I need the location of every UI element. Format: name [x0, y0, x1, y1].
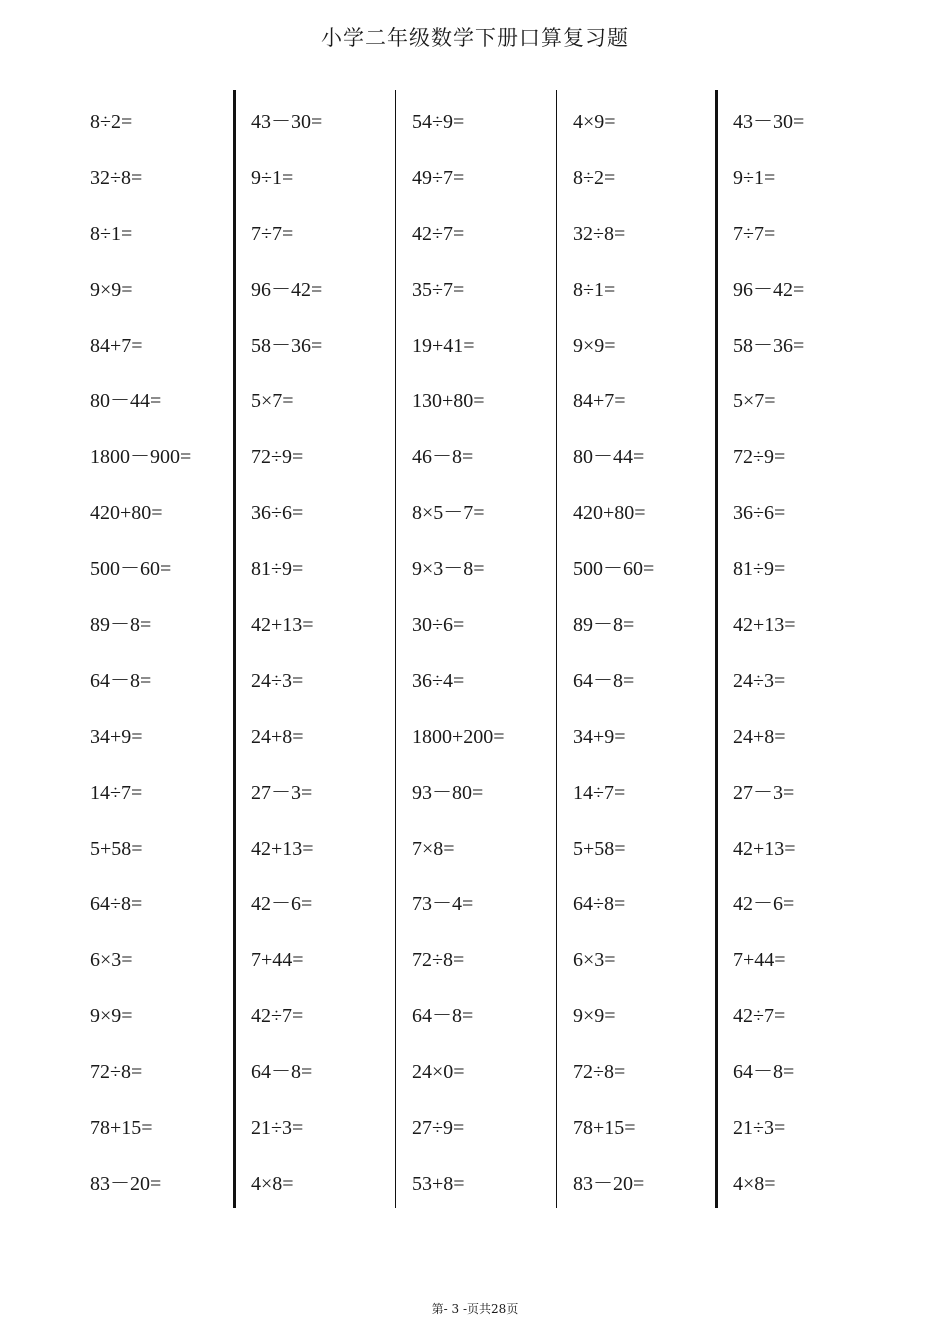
arithmetic-problem: 1800+200= [412, 725, 505, 748]
arithmetic-problem: 64÷8= [573, 893, 626, 916]
arithmetic-problem: 78+15= [90, 1117, 153, 1140]
problem-column [733, 95, 893, 1213]
arithmetic-problem: 1800－900= [90, 446, 192, 469]
arithmetic-problem: 42÷7= [733, 1005, 786, 1028]
arithmetic-problem: 54÷9= [412, 111, 465, 133]
arithmetic-problem: 27－3= [733, 781, 795, 804]
arithmetic-problem: 42+13= [733, 837, 796, 860]
arithmetic-problem: 64－8= [573, 669, 635, 692]
problem-column [412, 95, 572, 1213]
arithmetic-problem: 80－44= [90, 390, 162, 413]
arithmetic-problem: 83－20= [90, 1172, 162, 1195]
arithmetic-problem: 81÷9= [733, 558, 786, 581]
arithmetic-problem: 9×9= [90, 278, 133, 301]
arithmetic-problem: 96－42= [251, 278, 323, 301]
arithmetic-problem: 9÷1= [251, 166, 294, 189]
arithmetic-problem: 93－80= [412, 781, 484, 804]
arithmetic-problem: 24+8= [251, 725, 304, 748]
arithmetic-problem: 24÷3= [251, 669, 304, 692]
arithmetic-problem: 80－44= [573, 446, 645, 469]
arithmetic-problem: 36÷6= [251, 502, 304, 525]
arithmetic-problem: 24×0= [412, 1061, 465, 1084]
problem-column [573, 95, 733, 1213]
arithmetic-problem: 8÷2= [573, 166, 616, 189]
arithmetic-problem: 6×3= [90, 949, 133, 972]
arithmetic-problem: 64－8= [412, 1005, 474, 1028]
arithmetic-problem: 9×9= [573, 334, 616, 357]
arithmetic-problem: 7×8= [412, 837, 455, 860]
arithmetic-problem: 9×9= [573, 1005, 616, 1028]
arithmetic-problem: 42－6= [251, 893, 313, 916]
arithmetic-problem: 420+80= [573, 502, 646, 525]
arithmetic-problem: 420+80= [90, 502, 163, 525]
arithmetic-problem: 89－8= [573, 614, 635, 637]
arithmetic-problem: 42－6= [733, 893, 795, 916]
arithmetic-problem: 9×9= [90, 1005, 133, 1028]
arithmetic-problem: 73－4= [412, 893, 474, 916]
arithmetic-problem: 58－36= [251, 334, 323, 357]
arithmetic-problem: 81÷9= [251, 558, 304, 581]
arithmetic-problem: 8÷2= [90, 111, 133, 133]
arithmetic-problem: 6×3= [573, 949, 616, 972]
arithmetic-problem: 8×5－7= [412, 502, 485, 525]
arithmetic-problem: 96－42= [733, 278, 805, 301]
arithmetic-problem: 84+7= [573, 390, 626, 413]
page-footer: 第- 3 -页共28页 [431, 1302, 519, 1316]
arithmetic-problem: 27÷9= [412, 1117, 465, 1140]
arithmetic-problem: 7÷7= [251, 222, 294, 245]
problem-column [90, 95, 250, 1213]
arithmetic-problem: 8÷1= [573, 278, 616, 301]
arithmetic-problem: 5+58= [90, 837, 143, 860]
arithmetic-problem: 14÷7= [90, 781, 143, 804]
arithmetic-problem: 7+44= [733, 949, 786, 972]
problem-column [251, 95, 411, 1213]
arithmetic-problem: 4×8= [733, 1172, 776, 1195]
arithmetic-problem: 130+80= [412, 390, 485, 413]
arithmetic-problem: 36÷6= [733, 502, 786, 525]
arithmetic-problem: 64－8= [90, 669, 152, 692]
arithmetic-problem: 32÷8= [90, 166, 143, 189]
arithmetic-problem: 58－36= [733, 334, 805, 357]
arithmetic-problem: 7÷7= [733, 222, 776, 245]
arithmetic-problem: 21÷3= [251, 1117, 304, 1140]
arithmetic-problem: 43－30= [733, 111, 805, 133]
arithmetic-problem: 4×8= [251, 1172, 294, 1195]
arithmetic-problem: 83－20= [573, 1172, 645, 1195]
arithmetic-problem: 42+13= [251, 614, 314, 637]
arithmetic-problem: 42÷7= [412, 222, 465, 245]
page-title: 小学二年级数学下册口算复习题 [321, 26, 629, 50]
arithmetic-problem: 5×7= [251, 390, 294, 413]
arithmetic-problem: 27－3= [251, 781, 313, 804]
arithmetic-problem: 5×7= [733, 390, 776, 413]
arithmetic-problem: 19+41= [412, 334, 475, 357]
arithmetic-problem: 72÷9= [733, 446, 786, 469]
arithmetic-problem: 4×9= [573, 111, 616, 133]
arithmetic-problem: 64÷8= [90, 893, 143, 916]
arithmetic-problem: 5+58= [573, 837, 626, 860]
arithmetic-problem: 24÷3= [733, 669, 786, 692]
arithmetic-problem: 7+44= [251, 949, 304, 972]
arithmetic-problem: 9÷1= [733, 166, 776, 189]
arithmetic-problem: 14÷7= [573, 781, 626, 804]
arithmetic-problem: 30÷6= [412, 614, 465, 637]
arithmetic-problem: 24+8= [733, 725, 786, 748]
arithmetic-problem: 43－30= [251, 111, 323, 133]
arithmetic-problem: 72÷8= [573, 1061, 626, 1084]
arithmetic-problem: 53+8= [412, 1172, 465, 1195]
arithmetic-problem: 72÷8= [412, 949, 465, 972]
arithmetic-problem: 34+9= [90, 725, 143, 748]
arithmetic-problem: 72÷9= [251, 446, 304, 469]
arithmetic-problem: 8÷1= [90, 222, 133, 245]
arithmetic-problem: 500－60= [573, 558, 655, 581]
arithmetic-problem: 72÷8= [90, 1061, 143, 1084]
arithmetic-problem: 500－60= [90, 558, 172, 581]
arithmetic-problem: 84+7= [90, 334, 143, 357]
arithmetic-problem: 46－8= [412, 446, 474, 469]
arithmetic-problem: 42+13= [733, 614, 796, 637]
arithmetic-problem: 42÷7= [251, 1005, 304, 1028]
arithmetic-problem: 64－8= [251, 1061, 313, 1084]
arithmetic-problem: 35÷7= [412, 278, 465, 301]
arithmetic-problem: 9×3－8= [412, 558, 485, 581]
arithmetic-problem: 36÷4= [412, 669, 465, 692]
arithmetic-problem: 89－8= [90, 614, 152, 637]
arithmetic-problem: 78+15= [573, 1117, 636, 1140]
arithmetic-problem: 34+9= [573, 725, 626, 748]
arithmetic-problem: 64－8= [733, 1061, 795, 1084]
arithmetic-problem: 21÷3= [733, 1117, 786, 1140]
arithmetic-problem: 32÷8= [573, 222, 626, 245]
arithmetic-problem: 42+13= [251, 837, 314, 860]
arithmetic-problem: 49÷7= [412, 166, 465, 189]
